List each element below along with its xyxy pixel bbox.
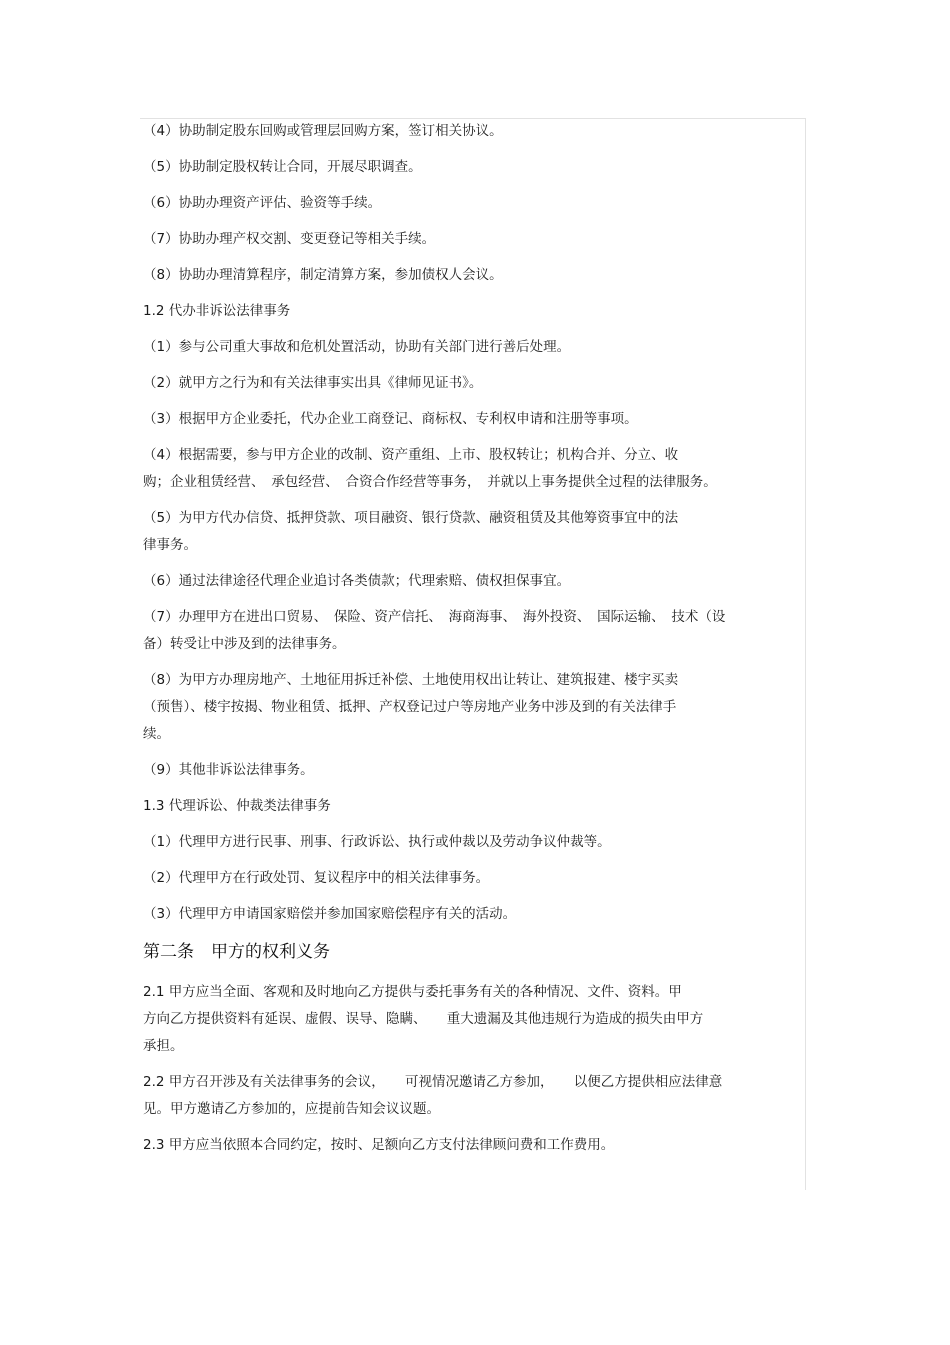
text-line: 1.3 代理诉讼、仲裁类法律事务 xyxy=(143,798,331,814)
paragraph xyxy=(143,829,807,856)
text-line: （预售）、楼宇按揭、物业租赁、抵押、产权登记过户等房地产业务中涉及到的有关法律手 xyxy=(143,699,677,715)
text-line: 律事务。 xyxy=(143,537,197,553)
text-line: （3）根据甲方企业委托，代办企业工商登记、商标权、专利权申请和注册等事项。 xyxy=(143,411,638,427)
paragraph xyxy=(143,1069,807,1123)
paragraph xyxy=(143,154,807,181)
text-line: （7）协助办理产权交割、变更登记等相关手续。 xyxy=(143,231,436,247)
text-line: （1）参与公司重大事故和危机处置活动，协助有关部门进行善后处理。 xyxy=(143,339,571,355)
text-line: 方向乙方提供资料有延误、虚假、误导、隐瞒、 重大遗漏及其他违规行为造成的损失由甲方 xyxy=(143,1011,704,1027)
text-line: 1.2 代办非诉讼法律事务 xyxy=(143,303,291,319)
text-line: 2.2 甲方召开涉及有关法律事务的会议， 可视情况邀请乙方参加， 以便乙方提供相应法律意 xyxy=(143,1074,723,1090)
paragraph xyxy=(143,190,807,217)
paragraph xyxy=(143,568,807,595)
paragraph xyxy=(143,334,807,361)
text-line: （3）代理甲方申请国家赔偿并参加国家赔偿程序有关的活动。 xyxy=(143,906,517,922)
text-line: 第二条 甲方的权利义务 xyxy=(143,942,330,962)
paragraph xyxy=(143,262,807,289)
text-line: （2）代理甲方在行政处罚、复议程序中的相关法律事务。 xyxy=(143,870,490,886)
text-line: 续。 xyxy=(143,726,170,742)
text-line: （1）代理甲方进行民事、刑事、行政诉讼、执行或仲裁以及劳动争议仲裁等。 xyxy=(143,834,611,850)
paragraph xyxy=(143,505,807,559)
paragraph xyxy=(143,793,807,820)
text-line: （7）办理甲方在进出口贸易、 保险、资产信托、 海商海事、 海外投资、 国际运输、 技术（设 xyxy=(143,609,726,625)
text-line: （5）为甲方代办信贷、抵押贷款、项目融资、银行贷款、融资租赁及其他筹资事宜中的法 xyxy=(143,510,679,526)
text-line: 见。甲方邀请乙方参加的，应提前告知会议议题。 xyxy=(143,1101,440,1117)
text-line: （5）协助制定股权转让合同，开展尽职调查。 xyxy=(143,159,422,175)
text-line: （8）为甲方办理房地产、土地征用拆迁补偿、土地使用权出让转让、建筑报建、楼宇买卖 xyxy=(143,672,679,688)
text-line: （6）通过法律途径代理企业追讨各类债款；代理索赔、债权担保事宜。 xyxy=(143,573,571,589)
paragraph xyxy=(143,226,807,253)
text-line: 备）转受让中涉及到的法律事务。 xyxy=(143,636,346,652)
paragraph xyxy=(143,865,807,892)
paragraph xyxy=(143,667,807,748)
paragraph xyxy=(143,1132,807,1159)
paragraph xyxy=(143,118,807,145)
text-line: 2.3 甲方应当依照本合同约定，按时、足额向乙方支付法律顾问费和工作费用。 xyxy=(143,1137,615,1153)
text-line: 承担。 xyxy=(143,1038,184,1054)
section-heading xyxy=(143,939,807,966)
paragraph xyxy=(143,979,807,1060)
text-line: （6）协助办理资产评估、验资等手续。 xyxy=(143,195,382,211)
text-line: （4）协助制定股东回购或管理层回购方案，签订相关协议。 xyxy=(143,123,503,139)
text-line: 购；企业租赁经营、 承包经营、 合资合作经营等事务， 并就以上事务提供全过程的法律服务。 xyxy=(143,474,717,490)
text-line: 2.1 甲方应当全面、客观和及时地向乙方提供与委托事务有关的各种情况、文件、资料。甲 xyxy=(143,984,682,1000)
document-body xyxy=(143,118,807,1159)
paragraph xyxy=(143,901,807,928)
text-line: （9）其他非诉讼法律事务。 xyxy=(143,762,314,778)
paragraph xyxy=(143,406,807,433)
paragraph xyxy=(143,298,807,325)
paragraph xyxy=(143,604,807,658)
text-line: （2）就甲方之行为和有关法律事实出具《律师见证书》。 xyxy=(143,375,483,391)
paragraph xyxy=(143,757,807,784)
paragraph xyxy=(143,442,807,496)
text-line: （4）根据需要，参与甲方企业的改制、资产重组、上市、股权转让；机构合并、分立、收 xyxy=(143,447,679,463)
text-line: （8）协助办理清算程序，制定清算方案，参加债权人会议。 xyxy=(143,267,503,283)
paragraph xyxy=(143,370,807,397)
